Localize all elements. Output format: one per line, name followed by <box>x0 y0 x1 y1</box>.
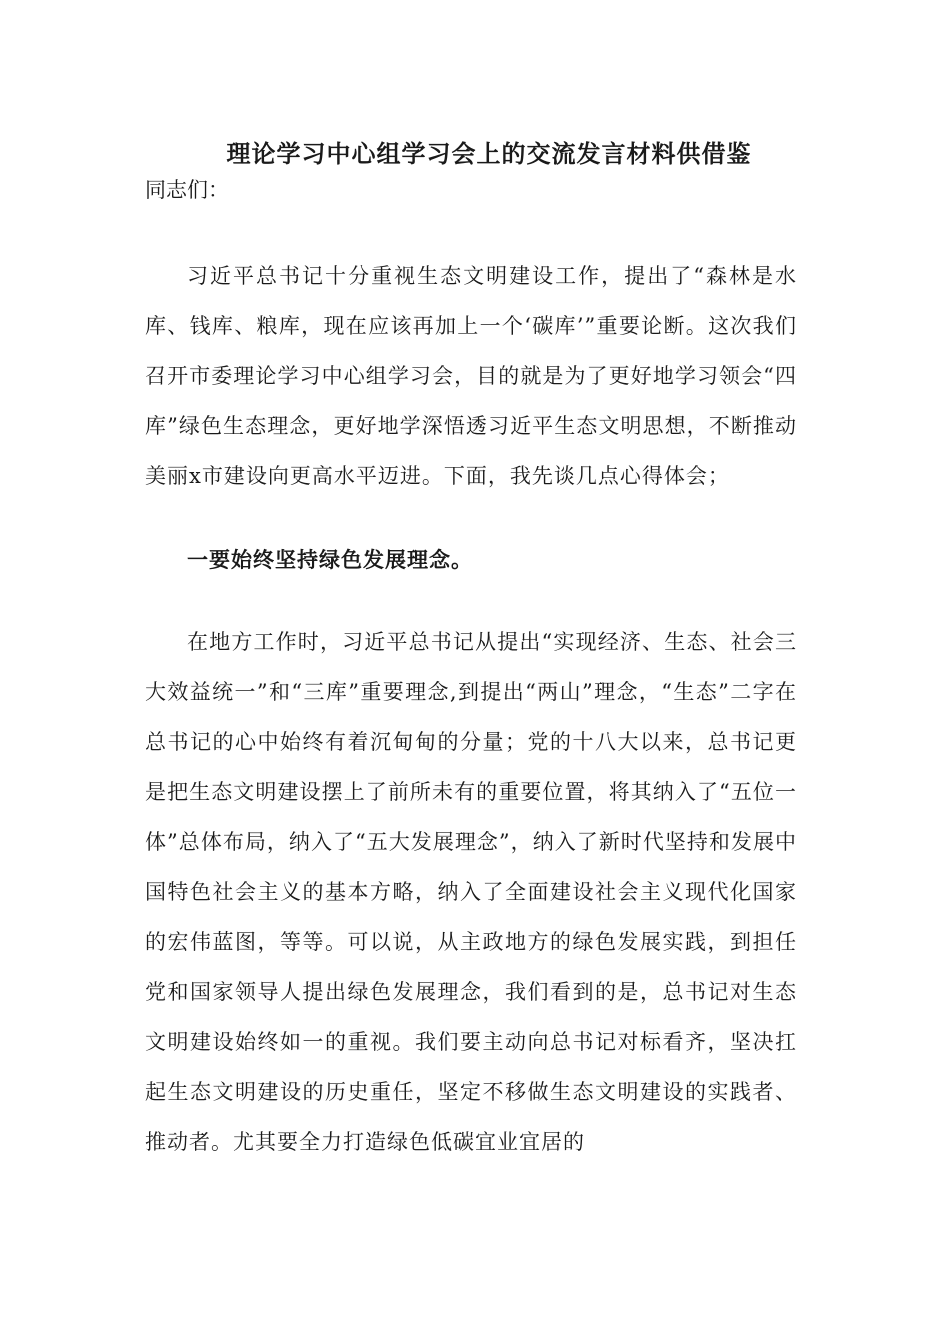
paragraph-section-1: 在地方工作时，习近平总书记从提出“实现经济、生态、社会三大效益统一”和“三库”重要理念,到提出“两山”理念，“生态”二字在总书记的心中始终有着沉甸甸的分量；党的十八大以来，总书记更是把生态文明建设摆上了前所未有的重要位置，将其纳入了“五位一体”总体布局，纳入了“五大发展理念”，纳入了新时代坚持和发展中国特色社会主义的基本方略，纳入了全面建设社会主义现代化国家的宏伟蓝图，等等。可以说，从主政地方的绿色发展实践，到担任党和国家领导人提出绿色发展理念，我们看到的是，总书记对生态文明建设始终如一的重视。我们要主动向总书记对标看齐，坚决扛起生态文明建设的历史重任，坚定不移做生态文明建设的实践者、推动者。尤其要全力打造绿色低碳宜业宜居的 <box>145 630 797 1154</box>
document-title: 理论学习中心组学习会上的交流发言材料供借鉴 <box>226 139 752 168</box>
section-heading-1: 一要始终坚持绿色发展理念。 <box>187 547 473 572</box>
paragraph-intro: 习近平总书记十分重视生态文明建设工作，提出了“森林是水库、钱库、粮库，现在应该再加上一个‘碳库’”重要论断。这次我们召开市委理论学习中心组学习会，目的就是为了更好地学习领会“四库”绿色生态理念，更好地学深悟透习近平生态文明思想，不断推动美丽x市建设向更高水平迈进。下面，我先谈几点心得体会； <box>145 264 797 488</box>
salutation: 同志们： <box>145 178 229 202</box>
